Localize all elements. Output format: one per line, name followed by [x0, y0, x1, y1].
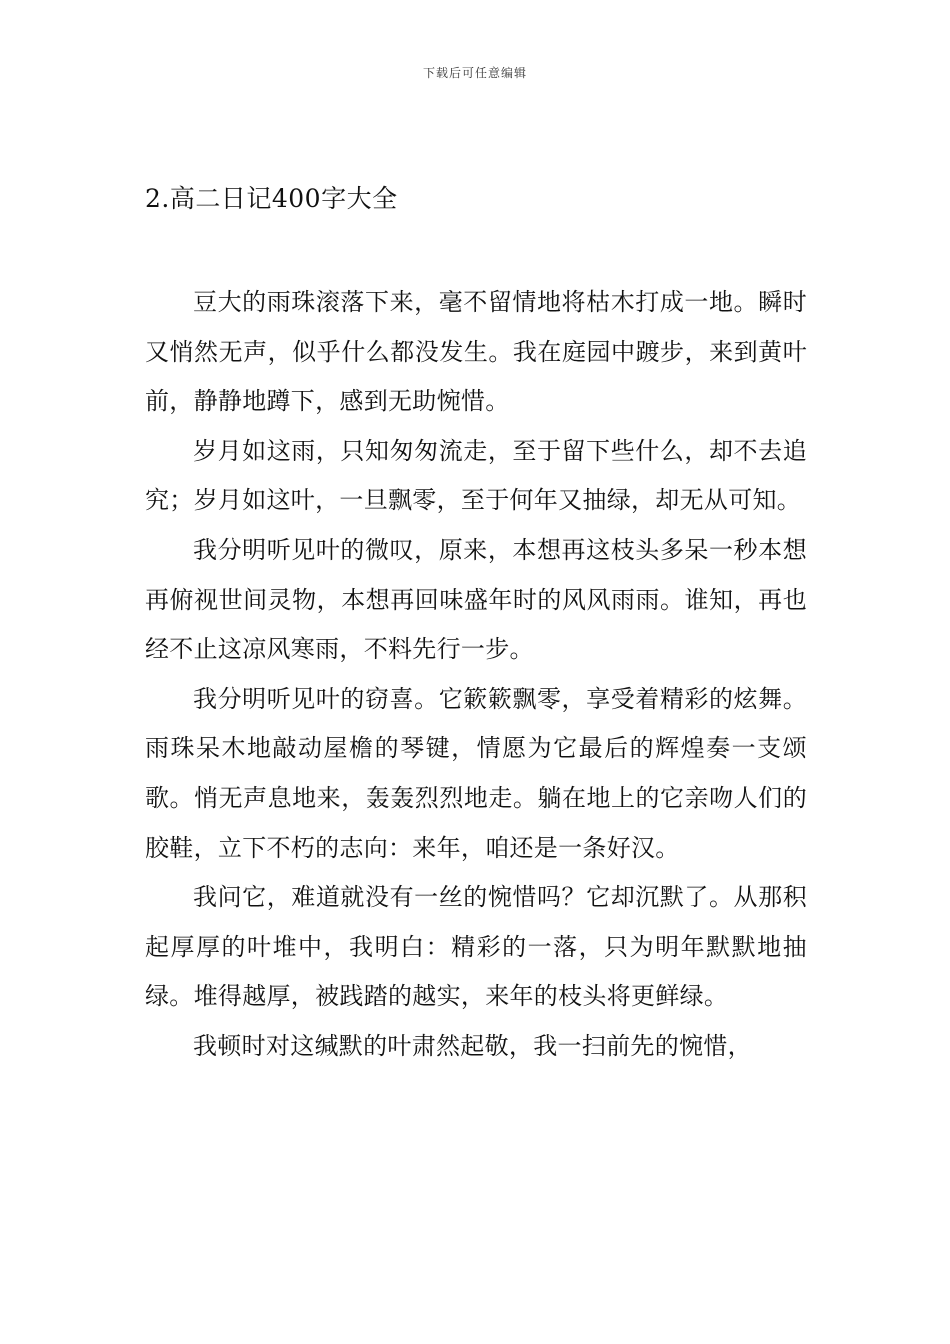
paragraph-3: 我分明听见叶的微叹，原来，本想再这枝头多呆一秒本想再俯视世间灵物，本想再回味盛年时的风风雨雨。谁知，再也经不止这凉风寒雨，不料先行一步。 — [145, 535, 807, 664]
paragraph-2: 岁月如这雨，只知匆匆流走，至于留下些什么，却不去追究；岁月如这叶，一旦飘零，至于何年又抽绿，却无从可知。 — [145, 436, 807, 515]
paragraph-6: 我顿时对这缄默的叶肃然起敬，我一扫前先的惋惜， — [193, 1031, 752, 1060]
paragraph-1: 豆大的雨珠滚落下来，毫不留情地将枯木打成一地。瞬时又悄然无声，似乎什么都没发生。我在庭园中踱步，来到黄叶前，静静地蹲下，感到无助惋惜。 — [145, 288, 807, 416]
paragraph-5: 我问它，难道就没有一丝的惋惜吗？它却沉默了。从那积起厚厚的叶堆中，我明白：精彩的一落，只为明年默默地抽绿。堆得越厚，被践踏的越实，来年的枝头将更鲜绿。 — [145, 883, 807, 1011]
paragraph-4: 我分明听见叶的窃喜。它簌簌飘零，享受着精彩的炫舞。雨珠呆木地敲动屋檐的琴键，情愿为它最后的辉煌奏一支颂歌。悄无声息地来，轰轰烈烈地走。躺在地上的它亲吻人们的胶鞋，立下不朽的志向：来年，咱还是一条好汉。 — [145, 684, 807, 862]
header-note: 下载后可任意编辑 — [422, 66, 527, 80]
document-title: 2.高二日记400字大全 — [145, 184, 398, 213]
document-body — [145, 278, 807, 1072]
